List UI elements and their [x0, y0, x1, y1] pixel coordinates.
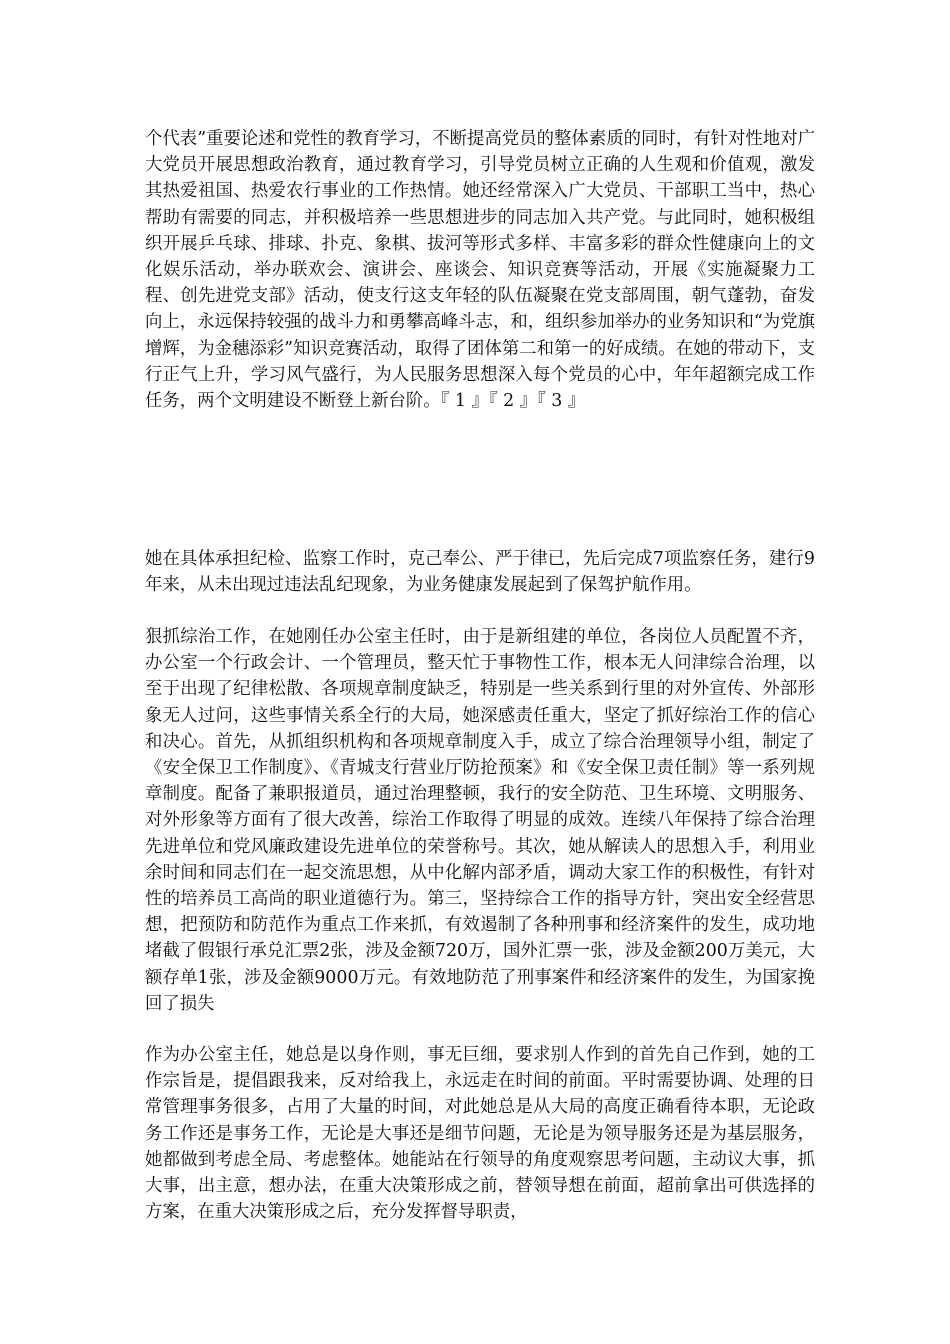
paragraph-party-education: 个代表”重要论述和党性的教育学习，不断提高党员的整体素质的同时，有针对性地对广大党员开展思想政治教育，通过教育学习，引导党员树立正确的人生观和价值观，激发其热爱祖国、热爱农行事业的工作热情。她还经常深入广大党员、干部职工当中，热心帮助有需要的同志，并积极培养一些思想进步的同志加入共产党。与此同时，她积极组织开展乒乓球、排球、扑克、象棋、拔河等形式多样、丰富多彩的群众性健康向上的文化娱乐活动，举办联欢会、演讲会、座谈会、知识竞赛等活动，开展《实施凝聚力工程、创先进党支部》活动，使支行这支年轻的队伍凝聚在党支部周围，朝气蓬勃，奋发向上，永远保持较强的战斗力和勇攀高峰斗志，和，组织参加举办的业务知识和“为党旗增辉，为金穗添彩”知识竞赛活动，取得了团体第二和第一的好成绩。在她的带动下，支行正气上升，学习风气盛行，为人民服务思想深入每个党员的心中，年年超额完成工作任务，两个文明建设不断登上新台阶。『 1 』『 2 』『 3 』 — [145, 129, 815, 412]
paragraph-comprehensive-governance: 狠抓综治工作，在她刚任办公室主任时，由于是新组建的单位，各岗位人员配置不齐，办公室一个行政会计、一个管理员，整天忙于事物性工作，根本无人问津综合治理，以至于出现了纪律松散、各项规章制度缺乏，特别是一些关系到行里的对外宣传、外部形象无人过问，这些事情关系全行的大局，她深感责任重大，坚定了抓好综治工作的信心和决心。首先，从抓组织机构和各项规章制度入手，成立了综合治理领导小组，制定了《安全保卫工作制度》、《青城支行营业厅防抢预案》和《安全保卫责任制》等一系列规章制度。配备了兼职报道员，通过治理整顿，我行的安全防范、卫生环境、文明服务、对外形象等方面有了很大改善，综治工作取得了明显的成效。连续八年保持了综合治理先进单位和党风廉政建设先进单位的荣誉称号。其次，她从解读人的思想入手，利用业余时间和同志们在一起交流思想，从中化解内部矛盾，调动大家工作的积极性，有针对性的培养员工高尚的职业道德行为。第三，坚持综合工作的指导方针，突出安全经营思想，把预防和防范作为重点工作来抓，有效遏制了各种刑事和经济案件的发生，成功地堵截了假银行承兑汇票2张，涉及金额720万，国外汇票一张，涉及金额200万美元，大额存单1张，涉及金额9000万元。有效地防范了刑事案件和经济案件的发生，为国家挽回了损失 — [145, 627, 815, 1014]
paragraph-discipline-inspection: 她在具体承担纪检、监察工作时，克己奉公、严于律已，先后完成7项监察任务，建行9年来，从未出现过违法乱纪现象，为业务健康发展起到了保驾护航作用。 — [145, 549, 815, 596]
paragraph-office-director: 作为办公室主任，她总是以身作则，事无巨细，要求别人作到的首先自己作到，她的工作宗旨是，提倡跟我来，反对给我上，永远走在时间的前面。平时需要协调、处理的日常管理事务很多，占用了大量的时间，对此她总是从大局的高度正确看待本职，无论政务工作还是事务工作，无论是大事还是细节问题，无论是为领导服务还是为基层服务，她都做到考虑全局、考虑整体。她能站在行领导的角度观察思考问题，主动议大事，抓大事，出主意，想办法，在重大决策形成之前，替领导想在前面，超前拿出可供选择的方案，在重大决策形成之后，充分发挥督导职责， — [145, 1045, 815, 1223]
